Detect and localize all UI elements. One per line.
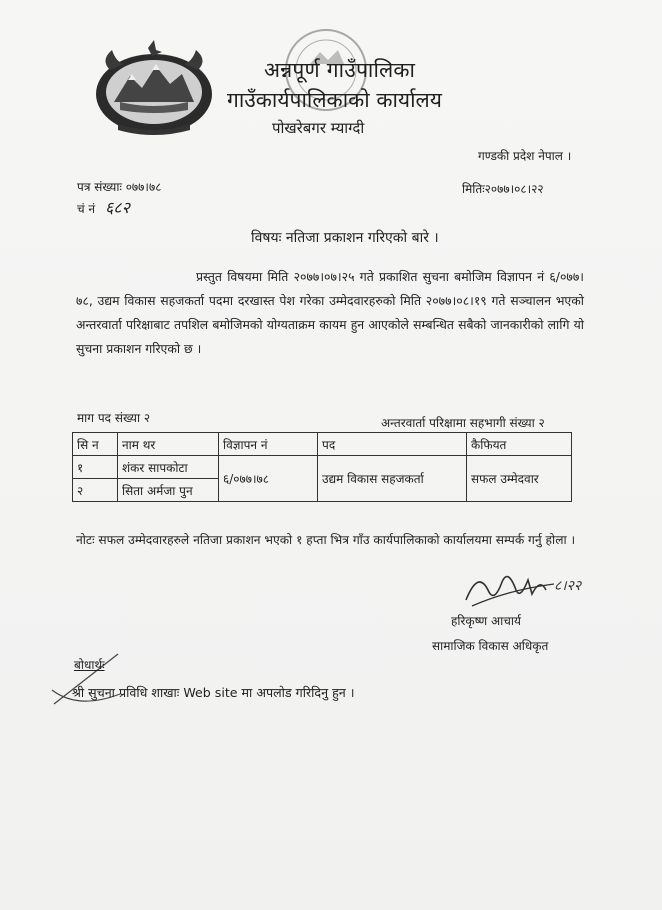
note-text: नोटः सफल उम्मेदवारहरुले नतिजा प्रकाशन भएको १ हप्ता भित्र गाँउ कार्यपालिकाको कार्यालयमा सम्पर्क गर्नु होला । (76, 533, 576, 547)
office-title: गाउँकार्यपालिकाको कार्यालय (227, 88, 442, 112)
table-row (73, 456, 572, 479)
header-name: नाम थर (118, 433, 219, 456)
body-paragraph (76, 265, 584, 361)
row-sn: १ (73, 456, 118, 479)
header-remark: कैफियत (467, 433, 572, 456)
row-remark: सफल उम्मेदवार (467, 456, 572, 502)
cc-line: श्री सुचना प्रविधि शाखाः Web site मा अपलोड गरिदिनु हुन । (72, 685, 355, 700)
row-post: उद्यम विकास सहजकर्ता (318, 456, 467, 502)
dispatch-label: चं नं (77, 202, 96, 216)
cc-label: बोधार्थः (74, 658, 105, 672)
province-line: गण्डकी प्रदेश नेपाल । (478, 149, 572, 163)
dispatch-number (77, 196, 130, 218)
letter-date: मितिः२०७७।०८।२२ (462, 182, 544, 196)
nepal-emblem-icon (90, 40, 218, 138)
office-address: पोखरेबगर म्याग्दी (272, 119, 365, 137)
row-name: शंकर सापकोटा (118, 456, 219, 479)
results-table (72, 432, 572, 502)
header-sn: सि न (73, 433, 118, 456)
body-text: प्रस्तुत विषयमा मिति २०७७।०७।२५ गते प्रकाशित सुचना बमोजिम विज्ञापन नं ६/०७७।७८, उद्यम विकास सहजकर्ता पदमा दरखास्त पेश गरेका उम्मेदवारहरुको मिति २०७७।०८।१९ गते सञ्चालन भएको अन्तरवार्ता परिक्षाबाट तपशिल बमोजिमको योग्यताक्रम कायम हुन आएकोले सम्बन्धित सबैको जानकारीको लागि यो सुचना प्रकाशन गरिएको छ । (76, 269, 584, 356)
posts-count: माग पद संख्या २ (77, 411, 151, 425)
handwritten-signature (458, 560, 584, 616)
header-post: पद (318, 433, 467, 456)
reference-number: पत्र संख्याः ०७७।७८ (77, 180, 162, 194)
row-ad-no: ६/०७७।७८ (219, 456, 318, 502)
header-ad-no: विज्ञापन नं (219, 433, 318, 456)
row-sn: २ (73, 479, 118, 502)
dispatch-number-handwritten: ६८२ (104, 198, 130, 217)
table-header-row (73, 433, 572, 456)
row-name: सिता अर्मजा पुन (118, 479, 219, 502)
participants-count: अन्तरवार्ता परिक्षामा सहभागी संख्या २ (381, 416, 545, 430)
signer-title: सामाजिक विकास अधिकृत (432, 639, 549, 653)
signer-name: हरिकृष्ण आचार्य (451, 614, 521, 628)
subject-line: विषयः नतिजा प्रकाशन गरिएको बारे । (251, 230, 439, 246)
office-name: अन्नपूर्ण गाउँपालिका (264, 58, 416, 82)
signature-date: ८।२२ (554, 578, 582, 594)
